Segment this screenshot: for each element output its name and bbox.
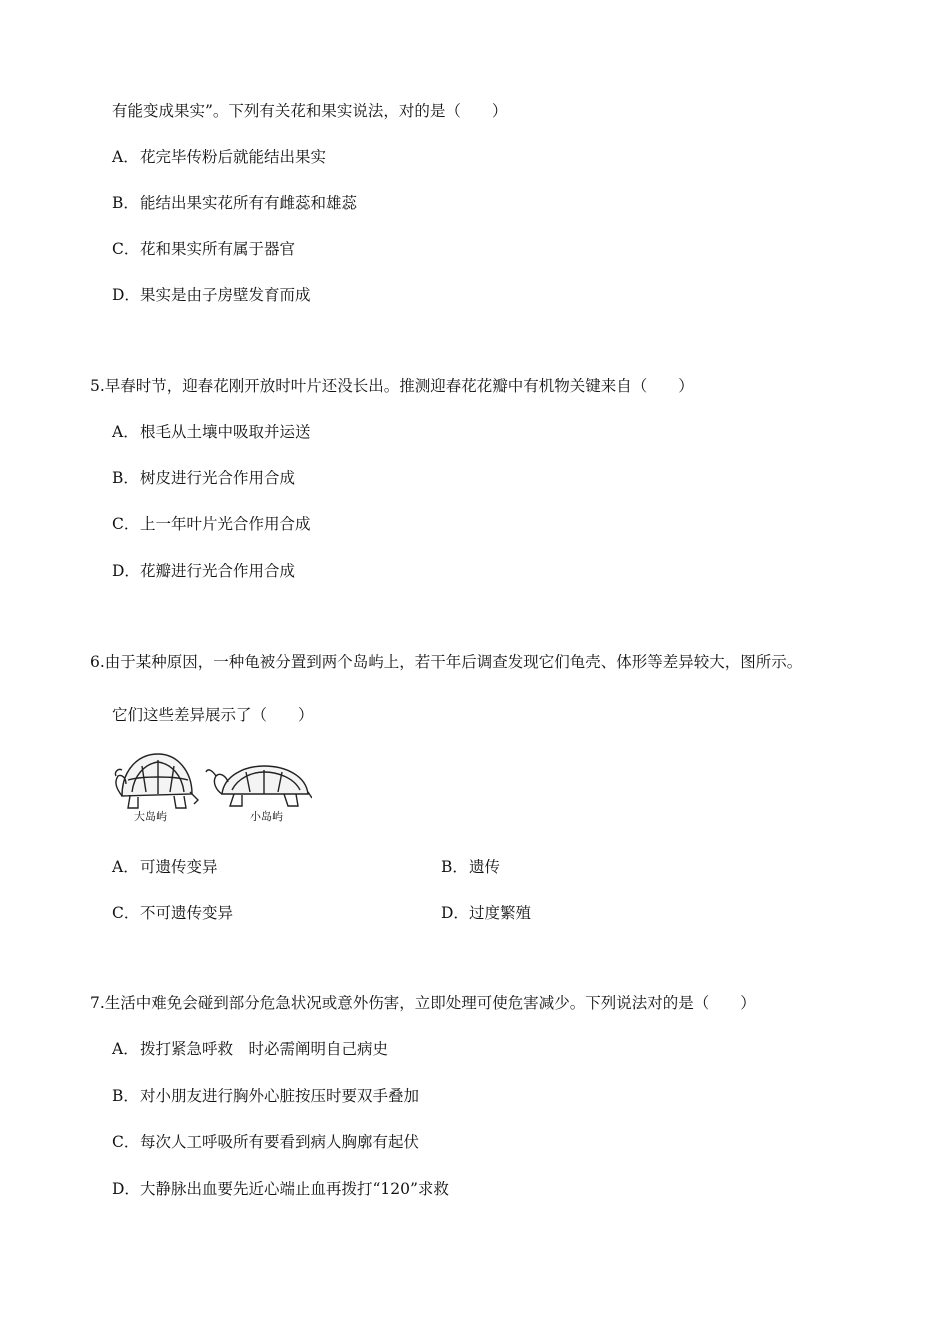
q6-stem: 6.由于某种原因，一种龟被分置到两个岛屿上，若干年后调查发现它们龟壳、体形等差异较大，图所示。 [90, 653, 803, 671]
q5-option-d [112, 561, 295, 581]
option-label: A． [112, 148, 139, 166]
option-label: B． [112, 469, 139, 487]
q5-stem: 5.早春时节，迎春花刚开放时叶片还没长出。推测迎春花花瓣中有机物关键来自（ ） [90, 377, 694, 395]
option-label: C． [112, 240, 140, 258]
q4-option-a [112, 147, 326, 167]
option-text: 过度繁殖 [469, 904, 532, 922]
option-text: 不可遗传变异 [140, 904, 234, 922]
q6-option-a [112, 857, 218, 877]
small-island-tortoise-icon [206, 766, 312, 806]
q4-stem-tail: 有能变成果实”。下列有关花和果实说法，对的是（ ） [112, 102, 508, 120]
option-text: 上一年叶片光合作用合成 [140, 515, 311, 533]
q4-option-c [112, 239, 295, 259]
option-label: B． [441, 858, 468, 876]
option-text: 根毛从土壤中吸取并运送 [140, 423, 311, 441]
q7-stem: 7.生活中难免会碰到部分危急状况或意外伤害，立即处理可使危害减少。下列说法对的是（ ） [90, 994, 756, 1012]
option-text: 果实是由子房壁发育而成 [140, 286, 311, 304]
option-label: D． [112, 1180, 140, 1198]
option-label: B． [112, 194, 139, 212]
option-label: D． [112, 562, 140, 580]
q7-option-c [112, 1132, 419, 1152]
option-text: 对小朋友进行胸外心脏按压时要双手叠加 [140, 1087, 420, 1105]
q6-option-d [441, 903, 531, 923]
option-label: C． [112, 1133, 140, 1151]
option-label: C． [112, 904, 140, 922]
option-text: 树皮进行光合作用合成 [140, 469, 296, 487]
q7-option-b [112, 1086, 419, 1106]
q7-option-a [112, 1039, 388, 1059]
option-text: 能结出果实花所有有雌蕊和雄蕊 [140, 194, 358, 212]
option-label: A． [112, 858, 139, 876]
option-label: C． [112, 515, 140, 533]
option-label: B． [112, 1087, 139, 1105]
option-text: 大静脉出血要先近心端止血再拨打“120”求救 [140, 1180, 449, 1198]
small-island-caption: 小岛屿 [250, 810, 283, 823]
q4-option-b [112, 193, 357, 213]
q6-option-b [441, 857, 500, 877]
option-label: D． [441, 904, 469, 922]
option-text: 花瓣进行光合作用合成 [140, 562, 296, 580]
option-label: A． [112, 423, 139, 441]
option-text: 花完毕传粉后就能结出果实 [140, 148, 327, 166]
option-label: A． [112, 1040, 139, 1058]
big-island-tortoise-icon [115, 754, 198, 808]
q5-option-a [112, 422, 311, 442]
q7-option-d [112, 1179, 449, 1199]
option-text: 拨打紧急呼救 时必需阐明自己病史 [140, 1040, 389, 1058]
q4-option-d [112, 285, 311, 305]
q5-option-c [112, 514, 311, 534]
option-text: 花和果实所有属于器官 [140, 240, 296, 258]
option-label: D． [112, 286, 140, 304]
tortoise-figure [112, 742, 312, 832]
big-island-caption: 大岛屿 [134, 810, 167, 823]
q5-option-b [112, 468, 295, 488]
q6-option-c [112, 903, 233, 923]
option-text: 每次人工呼吸所有要看到病人胸廓有起伏 [140, 1133, 420, 1151]
q6-stem-continued: 它们这些差异展示了（ ） [112, 706, 314, 724]
option-text: 遗传 [469, 858, 501, 876]
option-text: 可遗传变异 [140, 858, 218, 876]
